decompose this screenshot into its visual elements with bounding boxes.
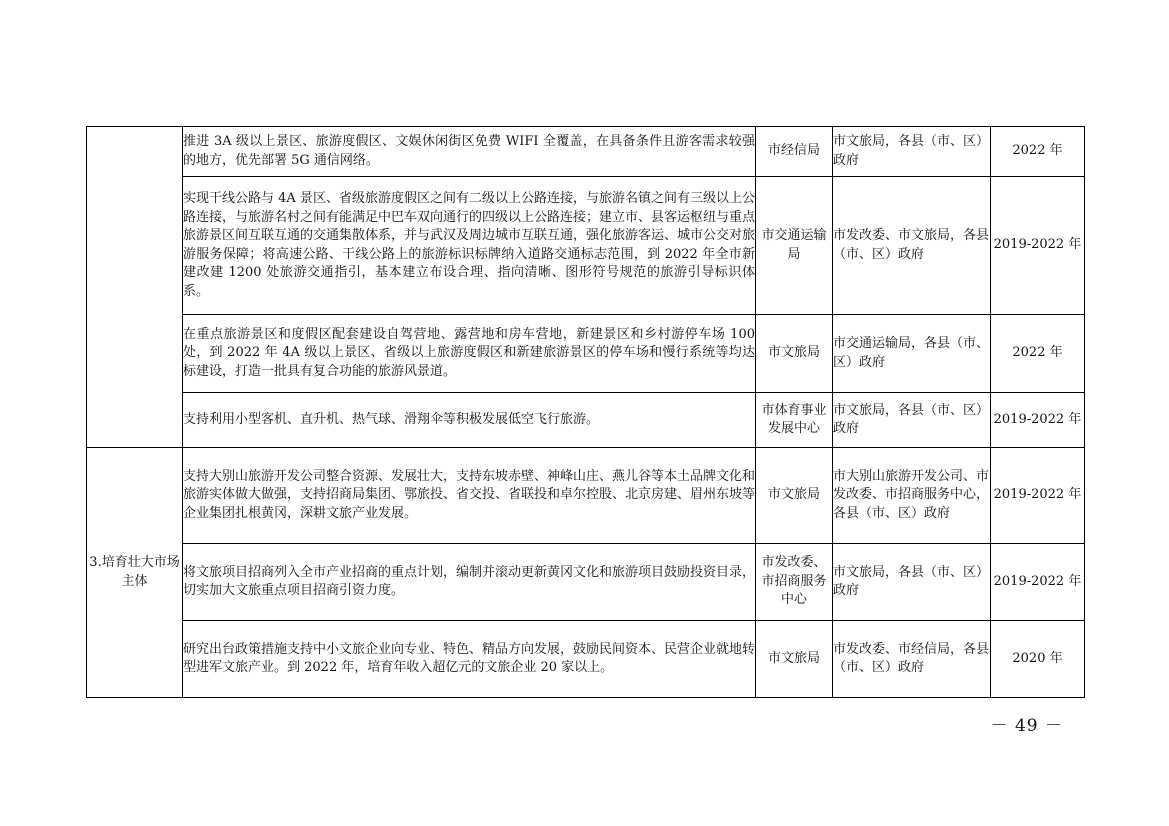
cooperating-units: 市交通运输局，各县（市、区）政府 [833, 315, 991, 393]
lead-unit: 市体育事业发展中心 [756, 393, 833, 448]
task-content: 实现干线公路与 4A 景区、省级旅游度假区之间有二级以上公路连接，与旅游名镇之间有三级以上公路连接，与旅游名村之间有能满足中巴车双向通行的四级以上公路连接；建立市、县客运枢纽与重点旅游景区间互联互通的交通集散体系，并与武汉及周边城市互联互通，强化旅游客运、城市公交对旅游服务保障；将高速公路、干线公路上的旅游标识标牌纳入道路交通标志范围，到 2022 年全市新建改建 1200 处旅游交通指引，基本建立布设合理、指向清晰、图形符号规范的旅游引导标识体系。 [183, 177, 756, 315]
lead-unit: 市发改委、市招商服务中心 [756, 544, 833, 621]
task-content: 将文旅项目招商列入全市产业招商的重点计划，编制并滚动更新黄冈文化和旅游项目鼓励投资目录，切实加大文旅重点项目招商引资力度。 [183, 544, 756, 621]
category-cell: 3.培育壮大市场主体 [87, 448, 183, 698]
task-content: 支持大别山旅游开发公司整合资源、发展壮大，支持东坡赤壁、神峰山庄、燕儿谷等本土品牌文化和旅游实体做大做强，支持招商局集团、鄂旅投、省交投、省联投和卓尔控股、北京房建、眉州东坡等企业集团扎根黄冈，深耕文旅产业发展。 [183, 448, 756, 544]
lead-unit: 市文旅局 [756, 621, 833, 698]
cooperating-units: 市发改委、市经信局，各县（市、区）政府 [833, 621, 991, 698]
task-content: 在重点旅游景区和度假区配套建设自驾营地、露营地和房车营地，新建景区和乡村游停车场 100 处，到 2022 年 4A 级以上景区、省级以上旅游度假区和新建旅游景区的停车场和慢行系统等均达标建设，打造一批具有复合功能的旅游风景道。 [183, 315, 756, 393]
plan-table [86, 126, 1085, 698]
table-row [87, 177, 1085, 315]
lead-unit: 市文旅局 [756, 315, 833, 393]
table-row [87, 315, 1085, 393]
table-row [87, 393, 1085, 448]
table-row [87, 544, 1085, 621]
cooperating-units: 市大别山旅游开发公司、市发改委、市招商服务中心，各县（市、区）政府 [833, 448, 991, 544]
task-content: 研究出台政策措施支持中小文旅企业向专业、特色、精品方向发展，鼓励民间资本、民营企业就地转型进军文旅产业。到 2022 年，培育年收入超亿元的文旅企业 20 家以上。 [183, 621, 756, 698]
table-row [87, 127, 1085, 177]
lead-unit: 市文旅局 [756, 448, 833, 544]
time-limit: 2019-2022 年 [991, 544, 1085, 621]
table-row [87, 621, 1085, 698]
time-limit: 2019-2022 年 [991, 393, 1085, 448]
time-limit: 2019-2022 年 [991, 177, 1085, 315]
cooperating-units: 市文旅局，各县（市、区）政府 [833, 544, 991, 621]
category-cell-continued [87, 127, 183, 448]
lead-unit: 市交通运输局 [756, 177, 833, 315]
table-row [87, 448, 1085, 544]
page-number: － 49 － [990, 716, 1063, 736]
time-limit: 2020 年 [991, 621, 1085, 698]
lead-unit: 市经信局 [756, 127, 833, 177]
time-limit: 2022 年 [991, 315, 1085, 393]
cooperating-units: 市文旅局，各县（市、区）政府 [833, 393, 991, 448]
task-content: 支持利用小型客机、直升机、热气球、滑翔伞等积极发展低空飞行旅游。 [183, 393, 756, 448]
task-content: 推进 3A 级以上景区、旅游度假区、文娱休闲街区免费 WIFI 全覆盖，在具备条件且游客需求较强的地方，优先部署 5G 通信网络。 [183, 127, 756, 177]
time-limit: 2019-2022 年 [991, 448, 1085, 544]
time-limit: 2022 年 [991, 127, 1085, 177]
cooperating-units: 市发改委、市文旅局，各县（市、区）政府 [833, 177, 991, 315]
cooperating-units: 市文旅局，各县（市、区）政府 [833, 127, 991, 177]
